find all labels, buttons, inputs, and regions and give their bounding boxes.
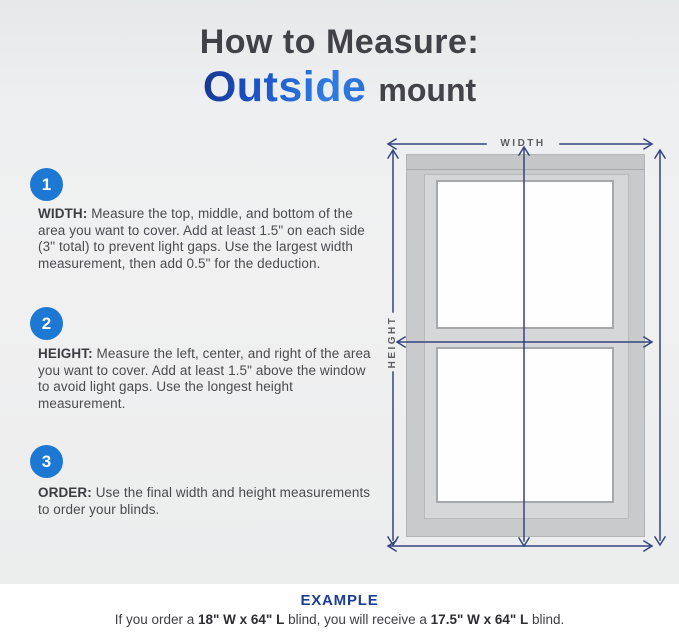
step-2-body: Measure the left, center, and right of the area you want to cover. Add at least 1.5" above the window to avoid light gaps. Use the longest height measurement.: [38, 346, 371, 411]
title-highlight-outside: Outside: [202, 63, 367, 112]
example-heading: EXAMPLE: [300, 592, 379, 609]
height-dimension-label: HEIGHT: [387, 315, 398, 369]
step-1-body: Measure the top, middle, and bottom of the area you want to cover. Add at least 1.5" on each side (3" total) to prevent light gaps. Use the largest width measurement, then add 0.5" for the deduction.: [38, 206, 365, 271]
width-dimension-label: WIDTH: [500, 138, 546, 149]
example-prefix: If you order a: [114, 612, 198, 627]
step-1-label: WIDTH:: [38, 206, 88, 221]
step-3-label: ORDER:: [38, 485, 92, 500]
step-2-badge: 2: [30, 307, 63, 340]
step-3-badge: 3: [30, 445, 63, 478]
example-sentence: [0, 612, 679, 627]
title-mount-text: mount: [378, 72, 477, 109]
example-section: [0, 584, 679, 644]
title-line1: How to Measure:: [199, 23, 480, 61]
step-2-label: HEIGHT:: [38, 346, 93, 361]
step-3-body: Use the final width and height measurements to order your blinds.: [38, 485, 371, 517]
example-suffix: blind.: [528, 612, 565, 627]
example-ordered-size: 18" W x 64" L: [198, 612, 285, 627]
example-received-size: 17.5" W x 64" L: [430, 612, 529, 627]
step-1-badge: 1: [30, 168, 63, 201]
example-middle: blind, you will receive a: [284, 612, 431, 627]
